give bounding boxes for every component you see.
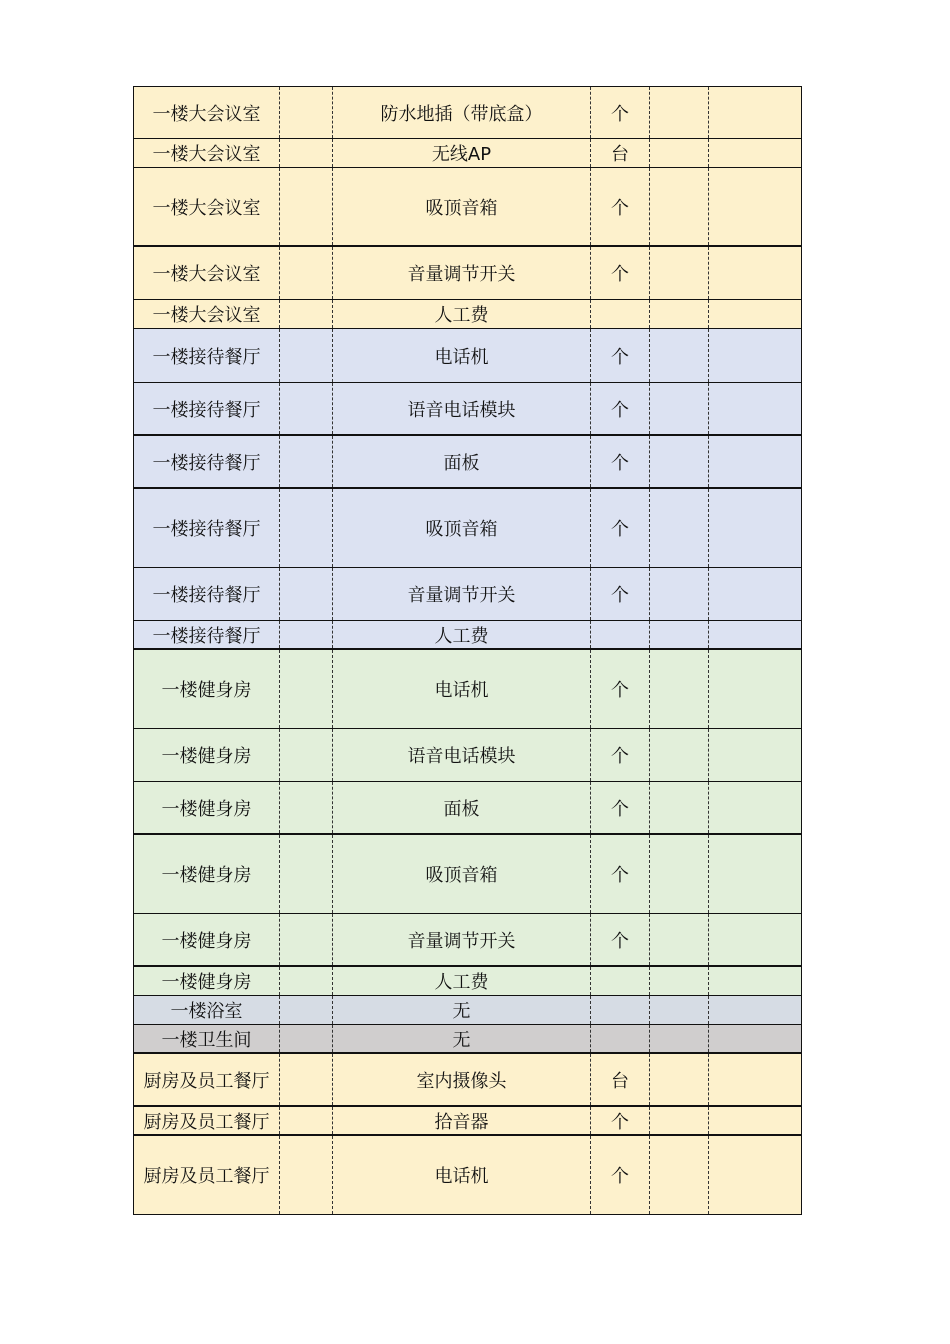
item-cell: 吸顶音箱 [332, 168, 590, 245]
item-cell: 语音电话模块 [332, 383, 590, 434]
blank-cell [279, 436, 332, 487]
table-row [133, 489, 802, 568]
unit-cell [590, 996, 649, 1024]
blank-cell [708, 247, 802, 299]
item-cell: 电话机 [332, 650, 590, 728]
blank-cell [649, 650, 708, 728]
location-cell: 一楼接待餐厅 [133, 489, 279, 567]
item-cell: 电话机 [332, 329, 590, 382]
location-cell: 一楼大会议室 [133, 168, 279, 245]
blank-cell [649, 621, 708, 648]
blank-cell [708, 568, 802, 620]
table-row [133, 1025, 802, 1054]
unit-cell: 个 [590, 168, 649, 245]
unit-cell: 个 [590, 489, 649, 567]
location-cell: 一楼大会议室 [133, 247, 279, 299]
blank-cell [708, 329, 802, 382]
location-cell: 厨房及员工餐厅 [133, 1136, 279, 1214]
item-cell: 无 [332, 996, 590, 1024]
blank-cell [649, 300, 708, 328]
blank-cell [708, 996, 802, 1024]
item-cell: 音量调节开关 [332, 247, 590, 299]
unit-cell: 个 [590, 1107, 649, 1134]
blank-cell [279, 1136, 332, 1214]
blank-cell [279, 650, 332, 728]
blank-cell [649, 1107, 708, 1134]
table-row [133, 782, 802, 835]
location-cell: 一楼健身房 [133, 729, 279, 781]
item-cell: 语音电话模块 [332, 729, 590, 781]
blank-cell [649, 729, 708, 781]
item-cell: 无 [332, 1025, 590, 1052]
blank-cell [649, 139, 708, 167]
blank-cell [279, 87, 332, 138]
table-row [133, 650, 802, 729]
location-cell: 一楼健身房 [133, 835, 279, 913]
blank-cell [649, 1136, 708, 1214]
blank-cell [279, 729, 332, 781]
unit-cell: 个 [590, 383, 649, 434]
item-cell: 面板 [332, 436, 590, 487]
location-cell: 一楼健身房 [133, 914, 279, 965]
item-cell: 音量调节开关 [332, 568, 590, 620]
blank-cell [279, 1025, 332, 1052]
location-cell: 一楼接待餐厅 [133, 383, 279, 434]
blank-cell [708, 1054, 802, 1105]
location-cell: 一楼浴室 [133, 996, 279, 1024]
blank-cell [708, 436, 802, 487]
blank-cell [649, 835, 708, 913]
unit-cell: 个 [590, 914, 649, 965]
unit-cell: 个 [590, 835, 649, 913]
blank-cell [708, 1107, 802, 1134]
location-cell: 一楼健身房 [133, 782, 279, 833]
blank-cell [649, 168, 708, 245]
unit-cell: 个 [590, 729, 649, 781]
blank-cell [279, 247, 332, 299]
blank-cell [279, 489, 332, 567]
item-cell: 吸顶音箱 [332, 489, 590, 567]
location-cell: 一楼接待餐厅 [133, 436, 279, 487]
table-row [133, 967, 802, 996]
blank-cell [649, 489, 708, 567]
location-cell: 一楼接待餐厅 [133, 568, 279, 620]
blank-cell [279, 1054, 332, 1105]
location-cell: 厨房及员工餐厅 [133, 1054, 279, 1105]
item-cell: 室内摄像头 [332, 1054, 590, 1105]
location-cell: 一楼大会议室 [133, 139, 279, 167]
table-row [133, 621, 802, 650]
unit-cell [590, 621, 649, 648]
unit-cell [590, 967, 649, 995]
location-cell: 一楼健身房 [133, 650, 279, 728]
table-row [133, 436, 802, 489]
item-cell: 无线AP [332, 139, 590, 167]
blank-cell [279, 329, 332, 382]
equipment-table [133, 86, 802, 1215]
unit-cell: 个 [590, 247, 649, 299]
location-cell: 厨房及员工餐厅 [133, 1107, 279, 1134]
blank-cell [649, 967, 708, 995]
blank-cell [708, 914, 802, 965]
item-cell: 人工费 [332, 967, 590, 995]
table-row [133, 247, 802, 300]
blank-cell [708, 650, 802, 728]
blank-cell [279, 782, 332, 833]
blank-cell [649, 996, 708, 1024]
table-row [133, 383, 802, 436]
blank-cell [708, 489, 802, 567]
table-row [133, 1107, 802, 1136]
table-row [133, 996, 802, 1025]
table-row [133, 1054, 802, 1107]
blank-cell [649, 914, 708, 965]
table-row [133, 1136, 802, 1215]
unit-cell: 个 [590, 1136, 649, 1214]
location-cell: 一楼卫生间 [133, 1025, 279, 1052]
blank-cell [649, 87, 708, 138]
blank-cell [708, 383, 802, 434]
blank-cell [708, 1025, 802, 1052]
location-cell: 一楼接待餐厅 [133, 329, 279, 382]
table-row [133, 139, 802, 168]
blank-cell [279, 383, 332, 434]
blank-cell [279, 300, 332, 328]
unit-cell: 台 [590, 139, 649, 167]
blank-cell [708, 1136, 802, 1214]
blank-cell [649, 436, 708, 487]
unit-cell: 个 [590, 782, 649, 833]
blank-cell [649, 1025, 708, 1052]
location-cell: 一楼健身房 [133, 967, 279, 995]
unit-cell [590, 1025, 649, 1052]
blank-cell [279, 996, 332, 1024]
unit-cell: 个 [590, 87, 649, 138]
blank-cell [708, 139, 802, 167]
blank-cell [279, 621, 332, 648]
location-cell: 一楼大会议室 [133, 300, 279, 328]
item-cell: 防水地插（带底盒） [332, 87, 590, 138]
blank-cell [708, 729, 802, 781]
blank-cell [649, 568, 708, 620]
table-row [133, 329, 802, 383]
blank-cell [279, 139, 332, 167]
blank-cell [708, 782, 802, 833]
blank-cell [279, 914, 332, 965]
blank-cell [649, 782, 708, 833]
location-cell: 一楼大会议室 [133, 87, 279, 138]
blank-cell [649, 383, 708, 434]
unit-cell: 个 [590, 329, 649, 382]
table-row [133, 568, 802, 621]
blank-cell [708, 87, 802, 138]
unit-cell: 个 [590, 650, 649, 728]
blank-cell [708, 621, 802, 648]
blank-cell [279, 168, 332, 245]
item-cell: 面板 [332, 782, 590, 833]
item-cell: 拾音器 [332, 1107, 590, 1134]
blank-cell [649, 247, 708, 299]
item-cell: 人工费 [332, 621, 590, 648]
table-row [133, 835, 802, 914]
blank-cell [708, 300, 802, 328]
unit-cell [590, 300, 649, 328]
table-row [133, 168, 802, 247]
blank-cell [279, 967, 332, 995]
unit-cell: 个 [590, 568, 649, 620]
blank-cell [279, 1107, 332, 1134]
blank-cell [279, 568, 332, 620]
blank-cell [708, 967, 802, 995]
blank-cell [649, 1054, 708, 1105]
blank-cell [708, 835, 802, 913]
item-cell: 电话机 [332, 1136, 590, 1214]
unit-cell: 台 [590, 1054, 649, 1105]
table-row [133, 86, 802, 139]
item-cell: 音量调节开关 [332, 914, 590, 965]
item-cell: 人工费 [332, 300, 590, 328]
blank-cell [708, 168, 802, 245]
unit-cell: 个 [590, 436, 649, 487]
blank-cell [649, 329, 708, 382]
table-row [133, 914, 802, 967]
location-cell: 一楼接待餐厅 [133, 621, 279, 648]
item-cell: 吸顶音箱 [332, 835, 590, 913]
table-row [133, 729, 802, 782]
blank-cell [279, 835, 332, 913]
table-row [133, 300, 802, 329]
